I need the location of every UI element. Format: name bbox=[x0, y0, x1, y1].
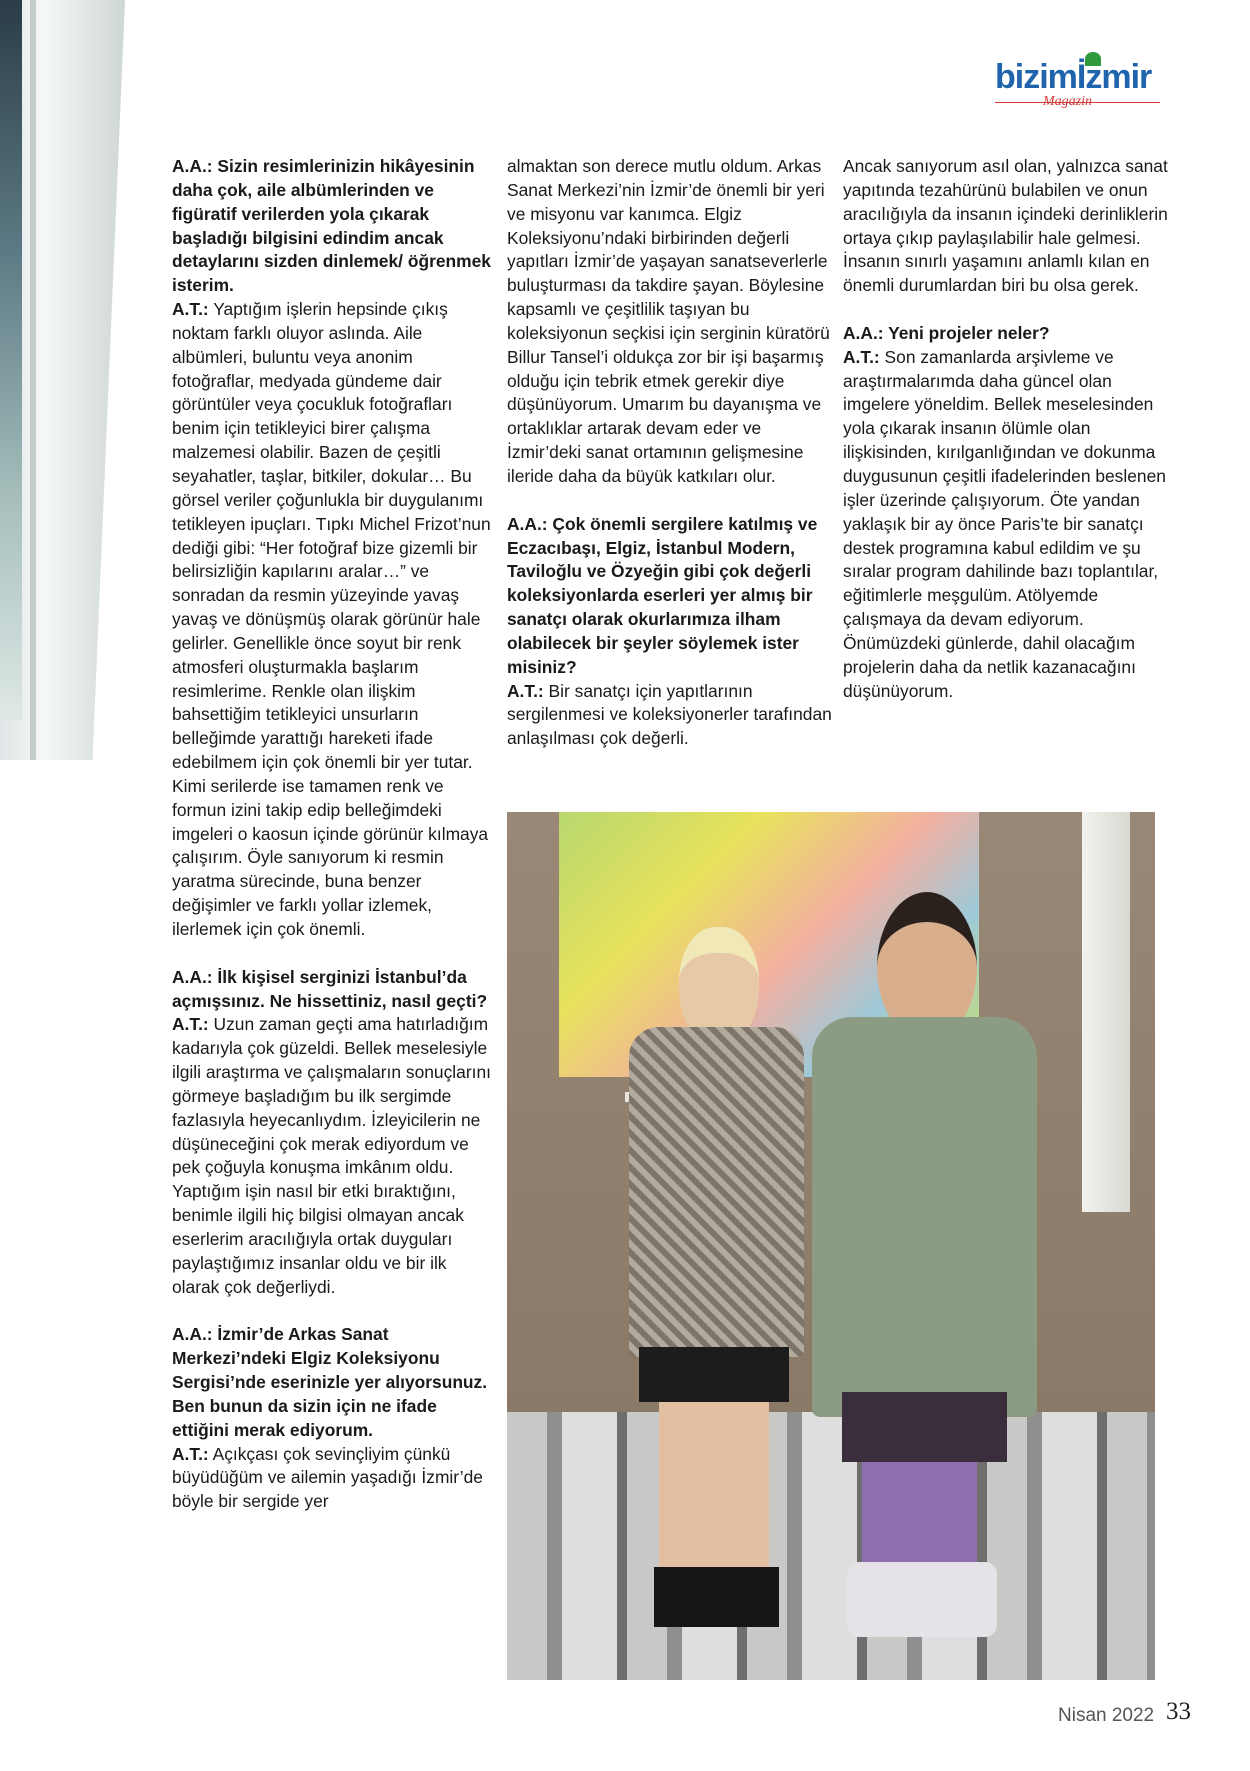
answer-label: A.T.: bbox=[172, 1443, 209, 1464]
issue-date: Nisan 2022 bbox=[1058, 1705, 1155, 1726]
article-column-2 bbox=[507, 155, 832, 751]
answer-text: Uzun zaman geçti ama hatırladığım kadarıyla çok güzeldi. Bellek meselesiyle ilgili araştırma ve çalışmaların sonuçlarını görmeye başladığım bu ilk sergimde fazlasıyla heyecanlıydım. İzleyicilerin ne düşüneceğini çok merak ediyordum ve pek çoğuyla konuşma imkânım oldu. Yaptığım işin nasıl bir etki bıraktığını, benimle ilgili hiç bilgisi olmayan ancak eserlerim aracılığıyla ortak duyguları paylaştığımız insanlar oldu ve bir ilk olarak çok değerliydi. bbox=[172, 1014, 491, 1297]
article-paragraph: Ancak sanıyorum asıl olan, yalnızca sanat yapıtında tezahürünü bulabilen ve onun aracılığıyla da insanın içindeki derinliklerin ortaya çıkıp paylaşılabilir hale gelmesi. İnsanın sınırlı yaşamını anlamlı kılan en önemli durumlardan biri bu olsa gerek. bbox=[843, 156, 1168, 296]
answer-label: A.T.: bbox=[172, 1014, 209, 1035]
answer-text: Açıkçası çok sevinçliyim çünkü büyüdüğüm ve ailemin yaşadığı İzmir’de böyle bir sergide yer bbox=[172, 1443, 483, 1512]
answer-label: A.T.: bbox=[172, 299, 209, 320]
photo-person-right bbox=[807, 892, 1037, 1637]
interview-question: A.A.: Sizin resimlerinizin hikâyesinin daha çok, aile albümlerinden ve figüratif verilerden yola çıkarak başladığı bilgisini edindim ancak detaylarını sizden dinlemek/ öğrenmek isterim. bbox=[172, 156, 491, 296]
photo-person-left bbox=[619, 927, 809, 1632]
interview-answer bbox=[172, 1013, 497, 1299]
article-column-1 bbox=[172, 155, 497, 1514]
interview-question: A.A.: Çok önemli sergilere katılmış ve Eczacıbaşı, Elgiz, İstanbul Modern, Taviloğlu ve Özyeğin gibi çok değerli koleksiyonlarda eserleri yer almış bir sanatçı olarak okurlarımıza ilham olabilecek bir şeyler söylemek ister misiniz? bbox=[507, 513, 818, 677]
photo-window bbox=[1082, 812, 1130, 1212]
interview-answer bbox=[172, 298, 497, 942]
answer-text: Yaptığım işlerin hepsinde çıkış noktam farklı oluyor aslında. Aile albümleri, buluntu veya anonim fotoğraflar, medyada gündeme dair görüntüler veya çocukluk fotoğrafları benim için tetikleyici birer çalışma malzemesi olabilir. Bazen de çeşitli seyahatler, taşlar, bitkiler, dokular… Bu görsel veriler çoğunlukla bir duygulanımı tetikleyen ipuçları. Tıpkı Michel Frizot’nun dediği gibi: “Her fotoğraf bize gizemli bir belirsizliğin kapılarını aralar…” ve sonradan da resmin yüzeyinde yavaş yavaş ve dönüşmüş olarak görünür hale gelirler. Genellikle önce soyut bir renk atmosferi oluşturmakla başlarım resimlerime. Renkle olan ilişkim bahsettiğim tetikleyici unsurların belleğimde yarattığı hareketi ifade edebilmem için çok önemli bir yer tutar. Kimi serilerde ise tamamen renk ve formun izini takip edip belleğimdeki imgeleri o kaosun içinde görünür kılmaya çalışırım. Öyle sanıyorum ki resmin yaratma sürecinde, buna benzer değişimler ve farklı yollar izlemek, ilerlemek için çok önemli. bbox=[172, 299, 491, 939]
answer-label: A.T.: bbox=[507, 680, 544, 701]
article-column-3 bbox=[843, 155, 1168, 703]
answer-text: Son zamanlarda arşivleme ve araştırmalarımda daha güncel olan imgelere yöneldim. Bellek meselesinden yola çıkarak insanın ölümle olan ilişkisinden, kırılganlığından ve dokunma duygusunun çeşitli ifadelerinden beslenen işler üzerinde çalışıyorum. Öte yandan yaklaşık bir ay önce Paris’te bir sanatçı destek programına kabul edildim ve şu sıralar program dahilinde bazı toplantılar, eğitimlerle meşgulüm. Atölyemde çalışmaya da devam ediyorum. Önümüzdeki günlerde, dahil olacağım projelerin daha da netlik kazanacağını düşünüyorum. bbox=[843, 346, 1166, 701]
interview-answer bbox=[843, 346, 1168, 704]
article-paragraph: almaktan son derece mutlu oldum. Arkas Sanat Merkezi’nin İzmir’de önemli bir yeri ve misyonu var kanımca. Elgiz Koleksiyonu’ndaki birbirinden değerli yapıtları İzmir’de yaşayan sanatseverlerle buluşturması da takdire şayan. Böylesine kapsamlı ve çeşitlilik taşıyan bu koleksiyonun seçkisi için serginin küratörü Billur Tansel’i oldukça zor bir işi başarmış olduğu için tebrik etmek gerekir diye düşünüyorum. Umarım bu dayanışma ve ortaklıklar artarak devam eder ve İzmir’deki sanat ortamının gelişmesine ileride daha da büyük katkıları olur. bbox=[507, 156, 830, 486]
page-number: 33 bbox=[1166, 1698, 1191, 1725]
interview-question: A.A.: İzmir’de Arkas Sanat Merkezi’ndeki Elgiz Koleksiyonu Sergisi’nde eserinizle yer alıyorsunuz. Ben bunun da sizin için ne ifade ettiğini merak ediyorum. bbox=[172, 1324, 488, 1440]
interview-answer bbox=[172, 1443, 497, 1515]
logo-subtitle: Magazin bbox=[1043, 94, 1092, 109]
interview-photo bbox=[507, 812, 1155, 1680]
window-frame-decoration bbox=[0, 0, 125, 760]
logo-title: bizimİzmir bbox=[995, 58, 1152, 96]
magazine-logo bbox=[995, 58, 1160, 114]
interview-answer bbox=[507, 680, 832, 752]
interview-question: A.A.: İlk kişisel serginizi İstanbul’da açmışsınız. Ne hissettiniz, nasıl geçti? bbox=[172, 966, 488, 1011]
answer-text: Bir sanatçı için yapıtlarının sergilenmesi ve koleksiyonerler tarafından anlaşılması çok değerli. bbox=[507, 680, 832, 749]
interview-question: A.A.: Yeni projeler neler? bbox=[843, 322, 1050, 343]
answer-label: A.T.: bbox=[843, 346, 880, 367]
